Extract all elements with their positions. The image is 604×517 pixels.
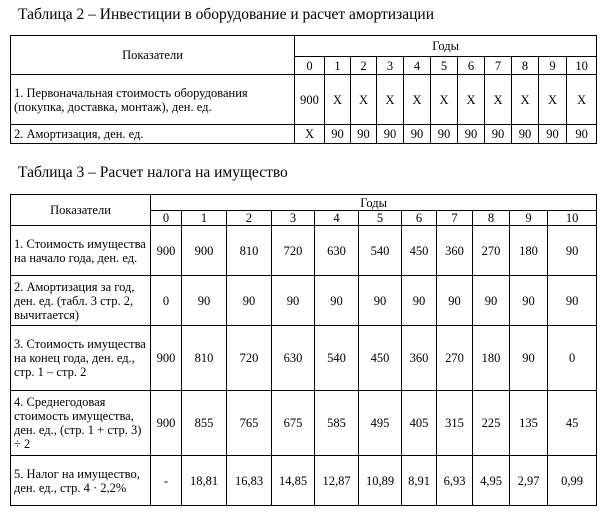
value-cell: 900 bbox=[295, 75, 325, 125]
value-cell: 4,95 bbox=[473, 456, 510, 506]
value-cell: 0 bbox=[151, 276, 182, 326]
value-cell: 810 bbox=[182, 326, 227, 391]
year-cell: 0 bbox=[151, 211, 182, 226]
value-cell: 720 bbox=[227, 326, 272, 391]
value-cell: Х bbox=[539, 75, 567, 125]
value-cell: 90 bbox=[272, 276, 315, 326]
value-cell: 900 bbox=[151, 226, 182, 276]
value-cell: 180 bbox=[473, 326, 510, 391]
value-cell: 810 bbox=[227, 226, 272, 276]
value-cell: 8,91 bbox=[402, 456, 437, 506]
value-cell: Х bbox=[458, 75, 485, 125]
value-cell: 10,89 bbox=[359, 456, 402, 506]
value-cell: 2,97 bbox=[510, 456, 548, 506]
table2-caption: Таблица 2 – Инвестиции в оборудование и расчет амортизации bbox=[18, 6, 434, 23]
year-cell: 9 bbox=[510, 211, 548, 226]
value-cell: Х bbox=[512, 75, 539, 125]
row-label: 2. Амортизация, ден. ед. bbox=[11, 125, 295, 144]
value-cell: 90 bbox=[437, 276, 473, 326]
table-row bbox=[11, 125, 597, 144]
value-cell: 0 bbox=[548, 326, 597, 391]
value-cell: Х bbox=[325, 75, 351, 125]
value-cell: 45 bbox=[548, 391, 597, 456]
year-cell: 0 bbox=[295, 57, 325, 75]
value-cell: 495 bbox=[359, 391, 402, 456]
value-cell: 90 bbox=[539, 125, 567, 144]
year-cell: 10 bbox=[548, 211, 597, 226]
year-cell: 2 bbox=[351, 57, 377, 75]
year-cell: 1 bbox=[182, 211, 227, 226]
value-cell: 450 bbox=[402, 226, 437, 276]
value-cell: Х bbox=[404, 75, 431, 125]
table-row bbox=[11, 326, 597, 391]
header-indicators: Показатели bbox=[11, 36, 295, 75]
investment-table bbox=[10, 35, 597, 144]
year-cell: 6 bbox=[458, 57, 485, 75]
value-cell: 540 bbox=[315, 326, 359, 391]
year-cell: 10 bbox=[567, 57, 597, 75]
value-cell: Х bbox=[485, 75, 512, 125]
value-cell: 540 bbox=[359, 226, 402, 276]
value-cell: 90 bbox=[548, 226, 597, 276]
value-cell: 135 bbox=[510, 391, 548, 456]
value-cell: 900 bbox=[151, 326, 182, 391]
value-cell: 14,85 bbox=[272, 456, 315, 506]
header-years: Годы bbox=[295, 36, 597, 57]
value-cell: 360 bbox=[402, 326, 437, 391]
table-row bbox=[11, 456, 597, 506]
value-cell: 630 bbox=[315, 226, 359, 276]
value-cell: 90 bbox=[510, 276, 548, 326]
value-cell: 90 bbox=[485, 125, 512, 144]
value-cell: 270 bbox=[437, 326, 473, 391]
row-label: 5. Налог на имущество, ден. ед., стр. 4 · 2,2% bbox=[11, 456, 151, 506]
year-cell: 8 bbox=[512, 57, 539, 75]
year-cell: 4 bbox=[315, 211, 359, 226]
year-cell: 3 bbox=[272, 211, 315, 226]
value-cell: 180 bbox=[510, 226, 548, 276]
value-cell: 6,93 bbox=[437, 456, 473, 506]
year-cell: 1 bbox=[325, 57, 351, 75]
value-cell: 900 bbox=[182, 226, 227, 276]
year-cell: 6 bbox=[402, 211, 437, 226]
value-cell: 90 bbox=[458, 125, 485, 144]
value-cell: 90 bbox=[182, 276, 227, 326]
year-cell: 5 bbox=[431, 57, 458, 75]
value-cell: 900 bbox=[151, 391, 182, 456]
row-label: 1. Стоимость имущества на начало года, ден. ед. bbox=[11, 226, 151, 276]
row-label: 1. Первоначальная стоимость оборудования (покупка, доставка, монтаж), ден. ед. bbox=[11, 75, 295, 125]
value-cell: 90 bbox=[315, 276, 359, 326]
value-cell: Х bbox=[295, 125, 325, 144]
value-cell: - bbox=[151, 456, 182, 506]
value-cell: 855 bbox=[182, 391, 227, 456]
value-cell: 90 bbox=[473, 276, 510, 326]
year-cell: 7 bbox=[485, 57, 512, 75]
value-cell: 765 bbox=[227, 391, 272, 456]
table-row bbox=[11, 226, 597, 276]
row-label: 3. Стоимость имущества на конец года, ден. ед., стр. 1 – стр. 2 bbox=[11, 326, 151, 391]
table-row bbox=[11, 391, 597, 456]
value-cell: 90 bbox=[548, 276, 597, 326]
table3-caption: Таблица 3 – Расчет налога на имущество bbox=[18, 164, 288, 181]
value-cell: 90 bbox=[510, 326, 548, 391]
property-tax-table bbox=[10, 194, 597, 506]
value-cell: 12,87 bbox=[315, 456, 359, 506]
year-cell: 3 bbox=[377, 57, 404, 75]
value-cell: 675 bbox=[272, 391, 315, 456]
value-cell: 630 bbox=[272, 326, 315, 391]
value-cell: 90 bbox=[325, 125, 351, 144]
value-cell: 90 bbox=[402, 276, 437, 326]
value-cell: 90 bbox=[431, 125, 458, 144]
year-cell: 8 bbox=[473, 211, 510, 226]
value-cell: Х bbox=[351, 75, 377, 125]
value-cell: 90 bbox=[227, 276, 272, 326]
value-cell: 18,81 bbox=[182, 456, 227, 506]
header-years: Годы bbox=[151, 195, 597, 211]
value-cell: Х bbox=[567, 75, 597, 125]
year-cell: 9 bbox=[539, 57, 567, 75]
value-cell: 0,99 bbox=[548, 456, 597, 506]
year-cell: 2 bbox=[227, 211, 272, 226]
year-cell: 5 bbox=[359, 211, 402, 226]
value-cell: 90 bbox=[351, 125, 377, 144]
value-cell: 585 bbox=[315, 391, 359, 456]
value-cell: 90 bbox=[567, 125, 597, 144]
value-cell: Х bbox=[431, 75, 458, 125]
value-cell: 720 bbox=[272, 226, 315, 276]
row-label: 4. Среднегодовая стоимость имущества, ден. ед., (стр. 1 + стр. 3) ÷ 2 bbox=[11, 391, 151, 456]
header-indicators: Показатели bbox=[11, 195, 151, 226]
value-cell: 450 bbox=[359, 326, 402, 391]
value-cell: 270 bbox=[473, 226, 510, 276]
table-row bbox=[11, 276, 597, 326]
row-label: 2. Амортизация за год, ден. ед. (табл. 3 стр. 2, вычитается) bbox=[11, 276, 151, 326]
value-cell: 360 bbox=[437, 226, 473, 276]
value-cell: 16,83 bbox=[227, 456, 272, 506]
value-cell: 90 bbox=[404, 125, 431, 144]
value-cell: 90 bbox=[377, 125, 404, 144]
year-cell: 4 bbox=[404, 57, 431, 75]
table-row bbox=[11, 75, 597, 125]
year-cell: 7 bbox=[437, 211, 473, 226]
value-cell: 90 bbox=[359, 276, 402, 326]
value-cell: 405 bbox=[402, 391, 437, 456]
value-cell: Х bbox=[377, 75, 404, 125]
value-cell: 315 bbox=[437, 391, 473, 456]
value-cell: 225 bbox=[473, 391, 510, 456]
value-cell: 90 bbox=[512, 125, 539, 144]
